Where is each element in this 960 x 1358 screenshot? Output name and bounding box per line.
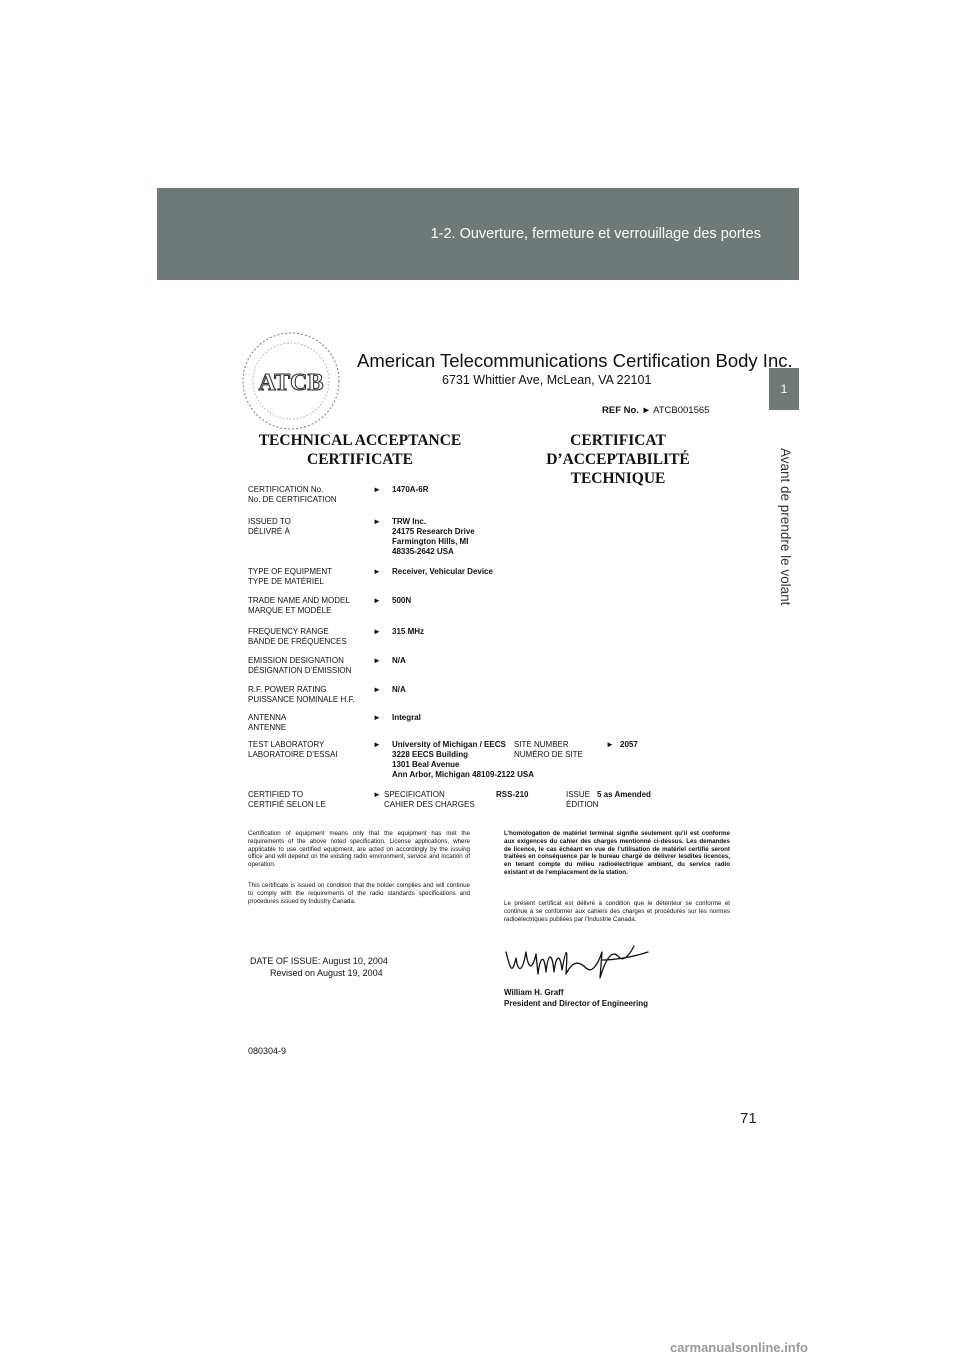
field-label: ISSUED TO DÉLIVRÉ À bbox=[248, 517, 291, 536]
site-number-label: SITE NUMBER NUMÉRO DE SITE bbox=[514, 740, 583, 759]
section-title: 1-2. Ouverture, fermeture et verrouillage des portes bbox=[430, 226, 761, 242]
field-label: CERTIFIED TO CERTIFIÉ SELON LE bbox=[248, 790, 326, 809]
field-label: FREQUENCY RANGE BANDE DE FRÉQUENCES bbox=[248, 627, 347, 646]
title-english: TECHNICAL ACCEPTANCE CERTIFICATE bbox=[258, 432, 462, 468]
field-value: Receiver, Vehicular Device bbox=[392, 567, 493, 576]
field-value: 315 MHz bbox=[392, 627, 425, 636]
field-value: N/A bbox=[392, 656, 406, 665]
field-label: TRADE NAME AND MODEL MARQUE ET MODÈLE bbox=[248, 596, 350, 615]
atcb-seal-icon bbox=[240, 330, 342, 432]
arrow-icon: ► bbox=[373, 713, 381, 722]
signer: William H. Graff President and Director of Engineering bbox=[504, 988, 649, 1008]
field-value: Integral bbox=[392, 713, 421, 722]
field-label: TEST LABORATORY LABORATOIRE D’ESSAI bbox=[248, 740, 338, 759]
page-number: 71 bbox=[740, 1110, 757, 1127]
title-french: CERTIFICAT D’ACCEPTABILITÉ TECHNIQUE bbox=[546, 432, 690, 487]
ref-label: REF No. ► bbox=[602, 405, 651, 416]
site-number-value: 2057 bbox=[620, 740, 638, 749]
paragraph-en-2: This certificate is issued on condition that the holder complies and will continue to comply with the requirements of the radio standards specifications and procedures issued by Industry Canada. bbox=[248, 882, 470, 905]
issue-value: 5 as Amended bbox=[597, 790, 651, 799]
field-label: ANTENNA ANTENNE bbox=[248, 713, 287, 732]
arrow-icon: ► bbox=[373, 656, 381, 665]
chapter-tab[interactable]: 1 bbox=[769, 368, 799, 410]
arrow-icon: ► bbox=[373, 485, 381, 494]
field-label: EMISSION DESIGNATION DÉSIGNATION D’ÉMISSION bbox=[248, 656, 352, 675]
company-address: 6731 Whittier Ave, McLean, VA 22101 bbox=[442, 373, 652, 387]
arrow-icon: ► bbox=[373, 790, 381, 799]
arrow-icon: ► bbox=[373, 517, 381, 526]
watermark: carmanualsonline.info bbox=[670, 1340, 808, 1355]
arrow-icon: ► bbox=[373, 740, 381, 749]
arrow-icon: ► bbox=[373, 685, 381, 694]
field-value: 1470A-6R bbox=[392, 485, 429, 494]
arrow-icon: ► bbox=[373, 567, 381, 576]
arrow-icon: ► bbox=[373, 627, 381, 636]
ref-value: ATCB001565 bbox=[653, 405, 710, 416]
specification-label: SPECIFICATION CAHIER DES CHARGES bbox=[384, 790, 475, 809]
paragraph-fr-2: Le présent certificat est délivré à condition que le détenteur se conforme et continue à se conformer aux cahiers des charges et procédures sur les normes radioélectriques publiées par l’Industrie Canada. bbox=[504, 900, 730, 923]
field-value: University of Michigan / EECS 3228 EECS Building 1301 Beal Avenue Ann Arbor, Michigan 48109-2122 USA bbox=[392, 740, 534, 779]
reference-number bbox=[602, 405, 709, 416]
date-of-issue: DATE OF ISSUE: August 10, 2004 bbox=[250, 956, 388, 966]
field-label: TYPE OF EQUIPMENT TYPE DE MATÉRIEL bbox=[248, 567, 333, 586]
paragraph-fr-1: L’homologation de matériel terminal signifie seulement qu’il est conforme aux exigences du cahier des charges mentionné ci-dessus. Les demandes de licence, le cas échéant en vue de l’utilisation de matériel certifié seront traitées en conséquence par le bureau chargé de délivrer lesdites licences, en tenant compte du milieu radioélectrique ambiant, du service radio existant et de l’emplacement de la station. bbox=[504, 830, 730, 876]
seal-text: ATCB bbox=[258, 370, 324, 396]
arrow-icon: ► bbox=[373, 596, 381, 605]
issue-label: ISSUE ÉDITION bbox=[566, 790, 599, 809]
chapter-label: Avant de prendre le volant bbox=[778, 448, 793, 606]
header-band bbox=[157, 188, 799, 280]
specification-value: RSS-210 bbox=[496, 790, 529, 799]
signature-icon bbox=[502, 938, 652, 982]
field-label: CERTIFICATION No. No. DE CERTIFICATION bbox=[248, 485, 337, 504]
paragraph-en-1: Certification of equipment means only that the equipment has met the requirements of the above noted specification. License applications, where applicable to use certified equipment, are acted on accordingly by the issuing office and will depend on the existing radio environment, service and location of operation. bbox=[248, 830, 470, 869]
field-value: 500N bbox=[392, 596, 412, 605]
revised-date: Revised on August 19, 2004 bbox=[270, 968, 383, 978]
field-value: TRW Inc. 24175 Research Drive Farmington Hills, MI 48335-2642 USA bbox=[392, 517, 475, 556]
document-code: 080304-9 bbox=[248, 1046, 287, 1056]
field-label: R.F. POWER RATING PUISSANCE NOMINALE H.F. bbox=[248, 685, 355, 704]
company-name: American Telecommunications Certification Body Inc. bbox=[357, 350, 793, 371]
field-value: N/A bbox=[392, 685, 406, 694]
arrow-icon: ► bbox=[606, 740, 614, 749]
